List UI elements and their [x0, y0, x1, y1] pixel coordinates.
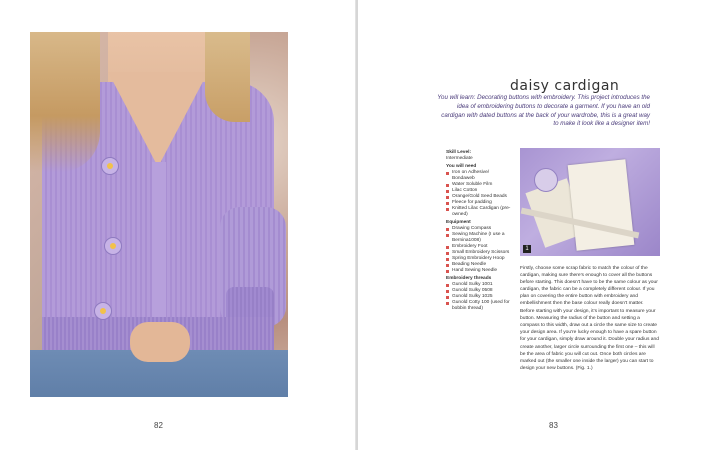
figure-button-swatch [534, 168, 558, 192]
figure-notebook [568, 159, 635, 251]
project-intro: You will learn: Decorating buttons with embroidery. This project introduces the idea of embroidering buttons to decorate a garment. If you have an old cardigan with dated buttons at the back of your wardrobe, this is a great way to make it look like a designer item! [437, 94, 650, 128]
need-item: Lilac Cotton [446, 188, 512, 194]
equipment-item: Hand Sewing Needle [446, 268, 512, 274]
need-heading: You will need [446, 164, 477, 169]
photo-v-neck [108, 72, 208, 167]
cardigan-photo [30, 32, 288, 397]
equipment-item: Sewing Machine (I use a Bernina1008) [446, 232, 512, 244]
figure-number: 1 [523, 245, 531, 253]
thread-item: Gunold Sulky 1025 [446, 294, 512, 300]
need-item: Orange/Gold Seed Beads [446, 194, 512, 200]
thread-item: Gunold Sulky 0508 [446, 288, 512, 294]
need-item: Iron on Adhesive/ Bondaweb [446, 170, 512, 182]
page-number-left: 82 [154, 421, 163, 430]
body-paragraph: Firstly, choose some scrap fabric to match the colour of the cardigan, making sure there's enough to cover all the buttons before starting. This doesn't have to be the same colour as your cardigan, the fabric can be a completely different colour. If you plan on covering the entire button with embroidery and embellishment then the base colour really doesn't matter. [520, 266, 658, 307]
equipment-item: Spring Embroidery Hoop [446, 256, 512, 262]
figure-1-photo [520, 148, 660, 256]
thread-item: Gunold Sulky 1001 [446, 282, 512, 288]
instructions-body [520, 265, 660, 372]
need-item: Knitted Lilac Cardigan (pre-owned) [446, 206, 512, 218]
need-item: Water Soluble Film [446, 182, 512, 188]
body-paragraph: Before starting with your design, it's important to measure your button. Measuring the radius of the button and setting a compass to this width, draw out a circle the same size to create your design area. If you're lucky enough to have a spare button for your cardigan, simply draw around it. Double your radius and create another, larger circle surrounding the first one – this will be the area of fabric you will cut out. Once both circles are marked out (the smaller one inside the larger) you can start to design your new buttons. (Fig. 1.) [520, 309, 659, 371]
left-page [0, 0, 356, 450]
need-item: Fleece for padding [446, 200, 512, 206]
equipment-item: Embroidery Foot [446, 244, 512, 250]
thread-item: Gunold Cotty 100 (used for bobbin thread) [446, 300, 512, 312]
daisy-button-3 [94, 302, 112, 320]
photo-hand [130, 322, 190, 362]
photo-hair-right [205, 32, 250, 122]
threads-heading: Embroidery threads [446, 276, 492, 281]
equipment-item: Beading Needle [446, 262, 512, 268]
page-number-right: 83 [549, 421, 558, 430]
equipment-heading: Equipment [446, 220, 471, 225]
equipment-item: Small Embroidery Scissors [446, 250, 512, 256]
skill-value: Intermediate [446, 156, 473, 161]
daisy-button-1 [101, 157, 119, 175]
daisy-button-2 [104, 237, 122, 255]
materials-sidebar [446, 148, 512, 312]
equipment-item: Drawing Compass [446, 226, 512, 232]
skill-heading: Skill Level: [446, 150, 472, 155]
project-title: daisy cardigan [510, 78, 620, 94]
photo-hair-left [30, 32, 100, 172]
